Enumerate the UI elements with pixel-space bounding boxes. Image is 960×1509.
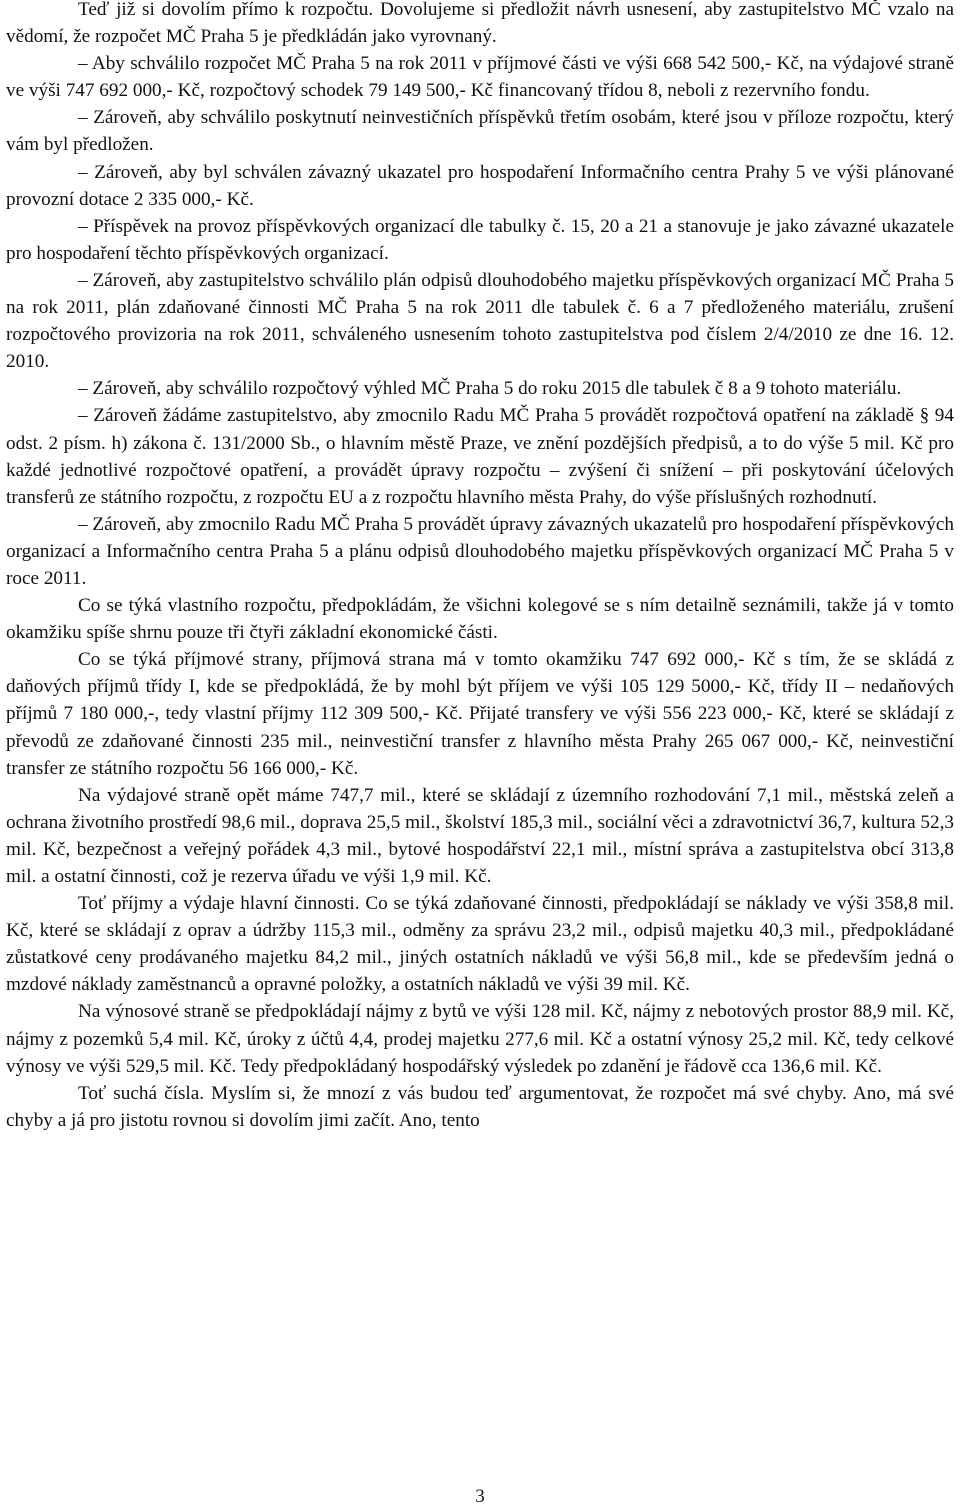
paragraph-council-authorisation: – Zároveň, aby zmocnilo Radu MČ Praha 5 provádět úpravy závazných ukazatelů pro hospodaření příspěvkových organizací a Informačního centra Praha 5 a plánu odpisů dlouhodobého majetku příspěvkových organizací MČ Praha 5 v roce 2011. [6, 513, 954, 589]
paragraph-budget-approval: – Aby schválilo rozpočet MČ Praha 5 na rok 2011 v příjmové části ve výši 668 542 500,- Kč, na výdajové straně ve výši 747 692 000,- Kč, rozpočtový schodek 79 149 500,- Kč financovaný třídou 8, neboli z rezervního fondu. [6, 53, 954, 102]
paragraph-noninvestment-contributions: – Zároveň, aby schválilo poskytnutí neinvestičních příspěvků třetím osobám, které jsou v příloze rozpočtu, který vám byl předložen. [6, 107, 954, 156]
paragraph-income-side: Na výnosové straně se předpokládají nájmy z bytů ve výši 128 mil. Kč, nájmy z nebotových prostor 88,9 mil. Kč, nájmy z pozemků 5,4 mil. Kč, úroky z účtů 4,4, prodej majetku 277,6 mil. Kč a ostatní výnosy 25,2 mil. Kč, tedy celkové výnosy ve výši 529,5 mil. Kč. Tedy předpokládaný hospodářský výsledek po zdanění je řádově cca 136,6 mil. Kč. [6, 1001, 954, 1077]
paragraph-info-centre-indicator: – Zároveň, aby byl schválen závazný ukazatel pro hospodaření Informačního centra Prahy 5 ve výši plánované provozní dotace 2 335 000,- Kč. [6, 161, 954, 210]
page-number: 3 [475, 1486, 485, 1507]
paragraph-own-budget: Co se týká vlastního rozpočtu, předpokládám, že všichni kolegové se s ním detailně seznámili, takže já v tomto okamžiku spíše shrnu pouze tři čtyři základní ekonomické části. [6, 595, 954, 644]
paragraph-budget-measures: – Zároveň žádáme zastupitelstvo, aby zmocnilo Radu MČ Praha 5 provádět rozpočtová opatření na základě § 94 odst. 2 písm. h) zákona č. 131/2000 Sb., o hlavním městě Praze, ve znění pozdějších předpisů, a to do výše 5 mil. Kč pro každé jednotlivé rozpočtové opatření, a provádět úpravy rozpočtu – zvýšení či snížení – při poskytování účelových transferů ze státního rozpočtu, z rozpočtu EU a z rozpočtu hlavního města Prahy, do výše příslušných rozhodnutí. [6, 405, 954, 508]
paragraph-intro: Teď již si dovolím přímo k rozpočtu. Dovolujeme si předložit návrh usnesení, aby zastupitelstvo MČ vzalo na vědomí, že rozpočet MČ Praha 5 je předkládán jako vyrovnaný. [6, 0, 954, 48]
paragraph-conclusion: Toť suchá čísla. Myslím si, že mnozí z vás budou teď argumentovat, že rozpočet má své chyby. Ano, má své chyby a já pro jistotu rovnou si dovolím jimi začít. Ano, tento [6, 1082, 954, 1131]
paragraph-revenue-side: Co se týká příjmové strany, příjmová strana má v tomto okamžiku 747 692 000,- Kč s tím, že se skládá z daňových příjmů třídy I, kde se předpokládá, že by mohl být příjem ve výši 105 129 5000,- Kč, třídy II – nedaňových příjmů 7 180 000,-, tedy vlastní příjmy 112 309 500,- Kč. Přijaté transfery ve výši 556 223 000,- Kč, které se skládají z převodů ze zdaňované činnosti 235 mil., neinvestiční transfer z hlavního města Prahy 265 067 000,- Kč, neinvestiční transfer ze státního rozpočtu 56 166 000,- Kč. [6, 649, 954, 779]
paragraph-expenditure-side: Na výdajové straně opět máme 747,7 mil., které se skládají z územního rozhodování 7,1 mil., městská zeleň a ochrana životního prostředí 98,6 mil., doprava 25,5 mil., školství 185,3 mil., sociální věci a zdravotnictví 36,7, kultura 52,3 mil. Kč, bezpečnost a veřejný pořádek 4,3 mil., bytové hospodářství 22,1 mil., místní správa a zastupitelstva obcí 313,8 mil. a ostatní činnosti, což je rezerva úřadu ve výši 1,9 mil. Kč. [6, 784, 955, 887]
paragraph-organisation-contribution: – Příspěvek na provoz příspěvkových organizací dle tabulky č. 15, 20 a 21 a stanovuje je jako závazné ukazatele pro hospodaření těchto příspěvkových organizací. [6, 215, 954, 264]
document-page [6, 0, 954, 1134]
paragraph-taxable-activity: Toť příjmy a výdaje hlavní činnosti. Co se týká zdaňované činnosti, předpokládají se náklady ve výši 358,8 mil. Kč, které se skládají z oprav a údržby 115,3 mil., odměny za správu 23,2 mil., odpisů majetku 40,3 mil., předpokládané zůstatkové ceny prodávaného majetku 84,2 mil., jiných ostatních nákladů ve výši 56,8 mil., kde se především jedná o mzdové náklady zaměstnanců a opravné položky, a ostatních nákladů ve výši 39 mil. Kč. [6, 893, 954, 996]
paragraph-depreciation-plan: – Zároveň, aby zastupitelstvo schválilo plán odpisů dlouhodobého majetku příspěvkových organizací MČ Praha 5 na rok 2011, plán zdaňované činnosti MČ Praha 5 na rok 2011 dle tabulek č. 6 a 7 předloženého materiálu, zrušení rozpočtového provizoria na rok 2011, schváleného usnesením tohoto zastupitelstva pod číslem 2/4/2010 ze dne 16. 12. 2010. [6, 269, 954, 373]
paragraph-budget-outlook: – Zároveň, aby schválilo rozpočtový výhled MČ Praha 5 do roku 2015 dle tabulek č 8 a 9 tohoto materiálu. [78, 378, 902, 400]
